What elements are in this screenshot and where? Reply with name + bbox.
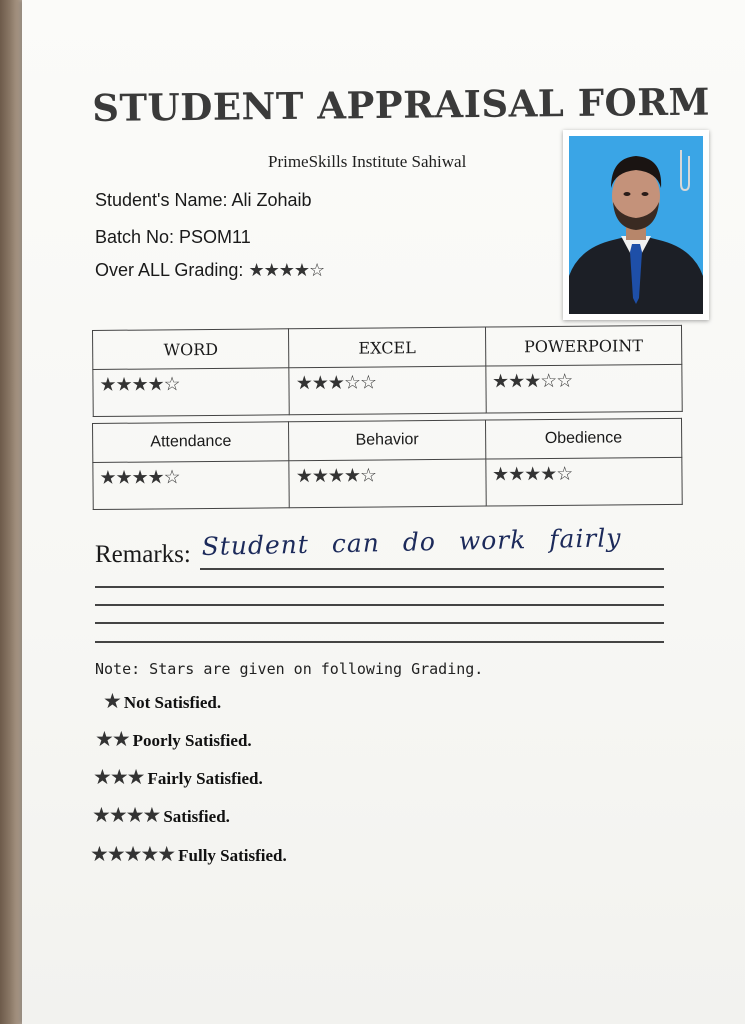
excel-stars: ★★★☆☆ [289, 366, 486, 415]
student-name: Student's Name: Ali Zohaib [95, 190, 312, 210]
batch-number: Batch No: PSOM11 [95, 227, 251, 247]
powerpoint-stars: ★★★☆☆ [485, 364, 682, 413]
word-stars: ★★★★☆ [93, 368, 290, 417]
skills-header-row [93, 325, 682, 369]
remarks-line [95, 641, 664, 643]
institute-name: PrimeSkills Institute Sahiwal [268, 152, 467, 171]
legend-text: Poorly Satisfied. [132, 731, 252, 750]
legend-text: Fairly Satisfied. [147, 769, 263, 788]
conduct-table [92, 418, 683, 510]
legend-item [93, 765, 263, 789]
student-photo [563, 130, 709, 320]
skills-table [92, 325, 683, 417]
remarks-line [200, 568, 664, 570]
legend-stars: ★★ [95, 727, 129, 751]
remarks-label: Remarks: [95, 541, 191, 568]
legend-item [95, 727, 252, 751]
header-powerpoint: POWERPOINT [485, 325, 682, 366]
legend-text: Fully Satisfied. [178, 846, 287, 865]
grading-note: Note: Stars are given on following Grading. [95, 660, 484, 678]
overall-grading-label: Over ALL Grading: [95, 260, 244, 280]
legend-stars: ★★★★★ [90, 842, 175, 866]
remarks-line [95, 586, 664, 588]
legend-stars: ★★★★ [92, 803, 160, 827]
remarks-handwriting: Student can do work fairly [201, 523, 622, 561]
legend-text: Not Satisfied. [123, 693, 222, 712]
photo-background [569, 136, 703, 314]
remarks-line [95, 604, 664, 606]
conduct-stars-row [93, 457, 682, 509]
legend-item [92, 803, 230, 827]
header-excel: EXCEL [289, 327, 486, 368]
header-obedience: Obedience [485, 418, 682, 459]
overall-grading-stars: ★★★★☆ [248, 260, 325, 281]
legend-stars: ★ [103, 689, 120, 713]
legend-stars: ★★★ [93, 765, 144, 789]
header-behavior: Behavior [289, 420, 486, 461]
portrait-graphic [569, 136, 703, 314]
legend-text: Satisfied. [163, 807, 230, 826]
form-title: STUDENT APPRAISAL FORM [92, 79, 711, 130]
obedience-stars: ★★★★☆ [485, 457, 682, 506]
legend-item [103, 689, 221, 713]
remarks-line [95, 622, 664, 624]
attendance-stars: ★★★★☆ [93, 461, 290, 510]
header-word: WORD [93, 329, 290, 370]
overall-grading [95, 260, 324, 281]
legend-item [90, 842, 287, 866]
header-attendance: Attendance [93, 422, 290, 463]
behavior-stars: ★★★★☆ [289, 459, 486, 508]
skills-stars-row [93, 364, 682, 416]
conduct-header-row [93, 418, 682, 462]
